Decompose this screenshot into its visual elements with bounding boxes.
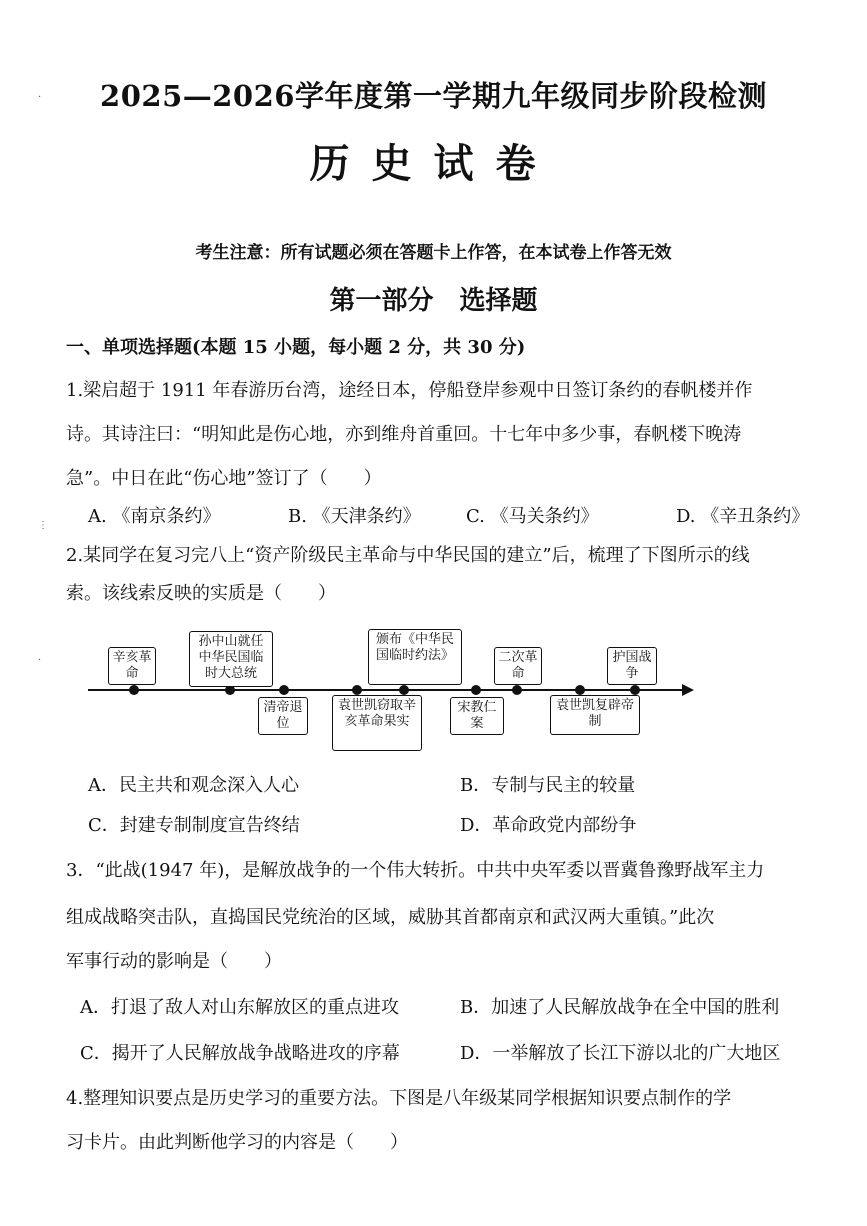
timeline-dot [129, 685, 139, 695]
q3-option-c: C．揭开了人民解放战争战略进攻的序幕 [80, 1043, 400, 1064]
timeline-event-below: 宋教仁案 [450, 697, 504, 735]
q2-option-c: C．封建专制制度宣告终结 [88, 815, 300, 836]
q2-option-b: B．专制与民主的较量 [460, 775, 636, 796]
q2-option-a: A．民主共和观念深入人心 [88, 775, 299, 796]
timeline-event-above: 护国战争 [607, 647, 657, 685]
timeline-event-below: 袁世凯复辟帝制 [550, 695, 640, 735]
q2-stem-line1: 2.某同学在复习完八上“资产阶级民主革命与中华民国的建立”后，梳理了下图所示的线 [66, 545, 750, 566]
timeline-event-above: 二次革命 [494, 647, 542, 685]
scan-mark: ⋮ [38, 520, 48, 531]
timeline-dot [352, 685, 362, 695]
timeline-dot [399, 685, 409, 695]
timeline-dot [512, 685, 522, 695]
candidate-notice: 考生注意：所有试题必须在答题卡上作答，在本试卷上作答无效 [195, 243, 672, 263]
q2-stem-line2: 索。该线索反映的实质是（ ） [66, 583, 336, 604]
q3-option-a: A．打退了敌人对山东解放区的重点进攻 [80, 997, 399, 1018]
q3-stem-line3: 军事行动的影响是（ ） [66, 951, 282, 972]
timeline-event-above: 颁布《中华民国临时约法》 [368, 629, 462, 685]
q1-option-a: A. 《南京条约》 [88, 506, 221, 527]
q1-stem-line3: 急”。中日在此“伤心地”签订了（ ） [66, 468, 382, 489]
q4-stem-line1: 4.整理知识要点是历史学习的重要方法。下图是八年级某同学根据知识要点制作的学 [66, 1088, 732, 1109]
scan-mark: · [38, 92, 42, 103]
q3-stem-line2: 组成战略突击队，直捣国民党统治的区域，威胁其首都南京和武汉两大重镇。”此次 [66, 907, 715, 928]
timeline-event-below: 袁世凯窃取辛亥革命果实 [332, 695, 422, 751]
q2-option-d: D．革命政党内部纷争 [460, 815, 637, 836]
q3-stem-line1: 3．“此战(1947 年)，是解放战争的一个伟大转折。中共中央军委以晋冀鲁豫野战军主力 [66, 860, 765, 881]
subject-title: 历史试卷 [309, 140, 558, 187]
timeline-event-above: 孙中山就任中华民国临时大总统 [189, 631, 273, 687]
timeline-arrow-icon [682, 684, 694, 696]
timeline-dot [575, 685, 585, 695]
scan-mark: · [38, 655, 42, 666]
timeline-dot [471, 685, 481, 695]
timeline-axis [88, 689, 684, 691]
q2-timeline-diagram [80, 625, 700, 755]
section-heading: 一、单项选择题(本题 15 小题，每小题 2 分，共 30 分) [66, 337, 526, 358]
q1-stem-line2: 诗。其诗注曰：“明知此是伤心地，亦到维舟首重回。十七年中多少事，春帆楼下晚涛 [66, 424, 742, 445]
q1-option-c: C. 《马关条约》 [466, 506, 599, 527]
q1-option-b: B. 《天津条约》 [288, 506, 421, 527]
part-heading: 第一部分 选择题 [329, 286, 538, 316]
timeline-dot [630, 685, 640, 695]
timeline-event-above: 辛亥革命 [108, 647, 156, 685]
timeline-dot [279, 685, 289, 695]
exam-title: 2025—2026学年度第一学期九年级同步阶段检测 [100, 79, 767, 113]
timeline-event-below: 清帝退位 [258, 697, 308, 735]
q1-stem-line1: 1.梁启超于 1911 年春游历台湾，途经日本，停船登岸参观中日签订条约的春帆楼并作 [66, 380, 753, 401]
q3-option-d: D．一举解放了长江下游以北的广大地区 [460, 1043, 781, 1064]
q3-option-b: B．加速了人民解放战争在全中国的胜利 [460, 997, 780, 1018]
q1-option-d: D. 《辛丑条约》 [676, 506, 810, 527]
q4-stem-line2: 习卡片。由此判断他学习的内容是（ ） [66, 1132, 408, 1153]
